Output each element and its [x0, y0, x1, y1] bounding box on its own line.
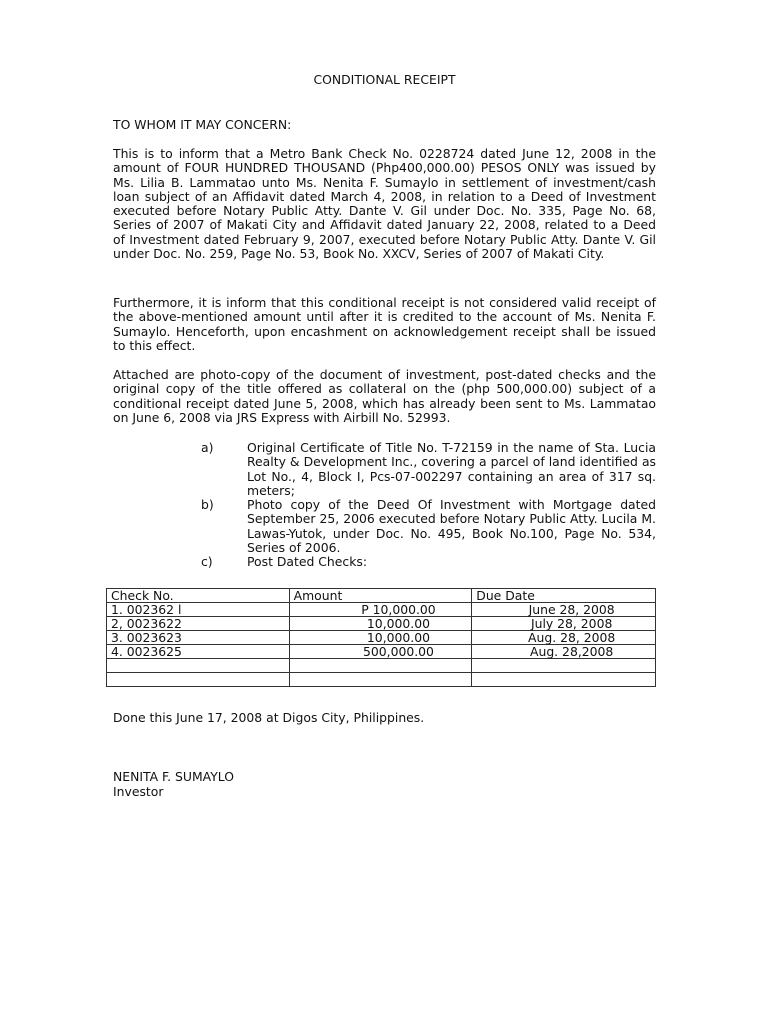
- cell-check-no: 1. 002362 l: [107, 603, 290, 617]
- list-item: [201, 555, 656, 569]
- cell-check-no: 4. 0023625: [107, 645, 290, 659]
- document-title: CONDITIONAL RECEIPT: [313, 72, 456, 87]
- list-marker: a): [201, 440, 214, 455]
- table-row-empty: [107, 673, 656, 687]
- table-row: [107, 645, 656, 659]
- table-row: [107, 603, 656, 617]
- attachment-list: [201, 441, 656, 570]
- cell-amount: 10,000.00: [289, 617, 472, 631]
- cell-due-date: Aug. 28, 2008: [472, 631, 656, 645]
- done-statement: Done this June 17, 2008 at Digos City, Philippines.: [113, 710, 425, 725]
- cell-amount: 10,000.00: [289, 631, 472, 645]
- table-row: [107, 631, 656, 645]
- cell-check-no: [107, 673, 290, 687]
- cell-check-no: 3. 0023623: [107, 631, 290, 645]
- cell-check-no: 2, 0023622: [107, 617, 290, 631]
- table-row-empty: [107, 659, 656, 673]
- list-marker: c): [201, 554, 213, 570]
- table-row: [107, 617, 656, 631]
- header-amount: Amount: [289, 589, 472, 603]
- cell-due-date: [472, 673, 656, 687]
- cell-due-date: June 28, 2008: [472, 603, 656, 617]
- cell-due-date: July 28, 2008: [472, 617, 656, 631]
- salutation: TO WHOM IT MAY CONCERN:: [113, 117, 292, 132]
- cell-amount: [289, 659, 472, 673]
- cell-check-no: [107, 659, 290, 673]
- paragraph-validity: Furthermore, it is inform that this conditional receipt is not considered valid receipt of the above-mentioned amount until after it is credited to the account of Ms. Nenita F. Sumaylo. Henceforth, upon encashment on acknowledgement receipt shall be issued to this effect.: [113, 295, 656, 353]
- list-item-text: Photo copy of the Deed Of Investment with Mortgage dated September 25, 2006 executed before Notary Public Atty. Lucila M. Lawas-Yutok, under Doc. No. 495, Book No.100, Page No. 534, Series of 2006.: [247, 497, 656, 556]
- signatory-name: NENITA F. SUMAYLO: [113, 769, 234, 784]
- list-item: [201, 498, 656, 555]
- list-item-text: Post Dated Checks:: [247, 554, 368, 570]
- post-dated-checks-table: [106, 588, 656, 687]
- list-marker: b): [201, 497, 214, 513]
- cell-due-date: Aug. 28,2008: [472, 645, 656, 659]
- cell-due-date: [472, 659, 656, 673]
- header-check-no: Check No.: [107, 589, 290, 603]
- list-item-text: Original Certificate of Title No. T-72159 in the name of Sta. Lucia Realty & Development Inc., covering a parcel of land identified as Lot No., 4, Block I, Pcs-07-002297 containing an area of 317 sq. meters;: [247, 440, 656, 498]
- cell-amount: [289, 673, 472, 687]
- cell-amount: 500,000.00: [289, 645, 472, 659]
- table-header-row: [107, 589, 656, 603]
- cell-amount: P 10,000.00: [289, 603, 472, 617]
- signatory-role: Investor: [113, 784, 164, 799]
- paragraph-attachments: Attached are photo-copy of the document of investment, post-dated checks and the original copy of the title offered as collateral on the (php 500,000.00) subject of a conditional receipt dated June 5, 2008, which has already been sent to Ms. Lammatao on June 6, 2008 via JRS Express with Airbill No. 52993.: [113, 367, 656, 425]
- paragraph-check-details: This is to inform that a Metro Bank Check No. 0228724 dated June 12, 2008 in the amount of FOUR HUNDRED THOUSAND (Php400,000.00) PESOS ONLY was issued by Ms. Lilia B. Lammatao unto Ms. Nenita F. Sumaylo in settlement of investment/cash loan subject of an Affidavit dated March 4, 2008, in relation to a Deed of Investment executed before Notary Public Atty. Dante V. Gil under Doc. No. 335, Page No. 68, Series of 2007 of Makati City and Affidavit dated January 22, 2008, related to a Deed of Investment dated February 9, 2007, executed before Notary Public Atty. Dante V. Gil under Doc. No. 259, Page No. 53, Book No. XXCV, Series of 2007 of Makati City.: [113, 146, 656, 262]
- header-due-date: Due Date: [472, 589, 656, 603]
- list-item: [201, 441, 656, 498]
